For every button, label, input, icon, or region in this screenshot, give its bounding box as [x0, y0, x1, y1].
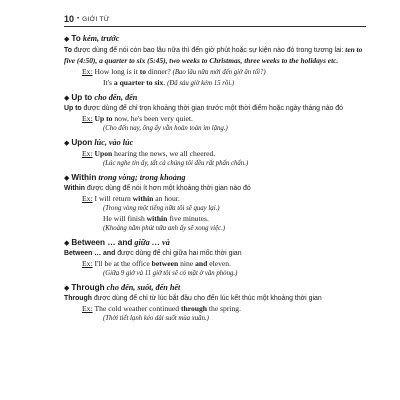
entry-to	[64, 33, 366, 89]
entry-between-and	[64, 237, 366, 279]
entry-gloss: kém, trước	[82, 34, 120, 43]
entry-term: To	[71, 34, 81, 43]
header-bullet: •	[77, 16, 80, 22]
examples	[64, 194, 366, 234]
entry-term: Within	[71, 173, 97, 182]
entry-gloss: lúc, vào lúc	[94, 138, 134, 147]
entry-description: Between … and được dùng để chỉ giữa hai mốc thời gian	[64, 250, 242, 257]
entry-description: Within được dùng để nói ít hơn một khoảng thời gian nào đó	[64, 185, 251, 192]
diamond-bullet-icon: ◆	[64, 284, 70, 292]
example-line: Ex: Up to now, he's been very quiet.	[82, 114, 193, 123]
entry-description: Up to được dùng để chỉ trọn khoảng thời gian trước một thời điểm hoặc ngày tháng nào đó	[64, 105, 343, 112]
diamond-bullet-icon: ◆	[64, 239, 70, 247]
translation-line: (Trong vòng một tiếng nữa tôi sẽ quay lại.)	[103, 205, 220, 212]
entry-term: Up to	[71, 93, 93, 102]
entry-heading	[64, 92, 366, 104]
examples	[64, 67, 366, 89]
entry-gloss: cho đến, đến	[94, 93, 138, 102]
entry-term: Through	[71, 283, 105, 292]
entry-gloss: cho đến, suốt, đến hết	[106, 283, 181, 292]
entry-gloss: trong vòng; trong khoảng	[98, 173, 186, 182]
example-line: Ex: I'll be at the office between nine and eleven.	[82, 259, 231, 268]
entry-gloss: giữa … và	[134, 238, 170, 247]
running-header	[64, 14, 366, 24]
entry-term: Upon	[71, 138, 93, 147]
example-line: Ex: I will return within an hour.	[82, 194, 180, 203]
example-line: Ex: Upon hearing the news, we all cheered.	[82, 149, 216, 158]
diamond-bullet-icon: ◆	[64, 35, 70, 43]
entry-heading	[64, 33, 366, 45]
translation-line: (Khoảng năm phút nữa anh ấy sẽ xong việc.)	[103, 225, 226, 232]
diamond-bullet-icon: ◆	[64, 174, 70, 182]
translation-line: (Giữa 9 giờ và 11 giờ tôi sẽ có mặt ở văn phòng.)	[103, 270, 238, 277]
entry-heading	[64, 237, 366, 249]
examples	[64, 259, 366, 279]
header-rule	[64, 26, 366, 27]
example-line: Ex: The cold weather continued through the spring.	[82, 304, 241, 313]
example-line: Ex: How long is it to dinner? (Bao lâu nữa mới đến giờ ăn tối?)	[82, 67, 266, 76]
entry-term: Between … and	[71, 238, 133, 247]
entry-heading	[64, 137, 366, 149]
entry-heading	[64, 282, 366, 294]
example-line: He will finish within five minutes.	[103, 214, 209, 223]
entry-upon	[64, 137, 366, 169]
examples	[64, 114, 366, 134]
entry-description: To được dùng để nói còn bao lâu nữa thì đến giờ phút hoặc sự kiện nào đó trong tương lai: ten to five (4:50), a quarter to six (5:45), two weeks to Christmas, three weeks to the holidays etc.	[64, 45, 363, 65]
translation-line: (Cho đến nay, ông ấy vẫn hoàn toàn im lặng.)	[103, 125, 228, 132]
page-number: 10	[64, 14, 75, 24]
translation-line: (Thời tiết lạnh kéo dài suốt mùa xuân.)	[103, 315, 209, 322]
example-line: It's a quarter to six. (Đã sáu giờ kém 15 rồi.)	[103, 78, 235, 87]
entry-within	[64, 172, 366, 234]
diamond-bullet-icon: ◆	[64, 94, 70, 102]
diamond-bullet-icon: ◆	[64, 139, 70, 147]
book-title: GIỚI TỪ	[82, 15, 110, 23]
entry-through	[64, 282, 366, 324]
examples	[64, 149, 366, 169]
entry-up-to	[64, 92, 366, 134]
examples	[64, 304, 366, 324]
entry-description: Through được dùng để chỉ từ lúc bắt đầu cho đến lúc kết thúc một khoảng thời gian	[64, 295, 322, 302]
translation-line: (Lúc nghe tin ấy, tất cả chúng tôi đều rất phấn chấn.)	[103, 160, 249, 167]
entry-heading	[64, 172, 366, 184]
